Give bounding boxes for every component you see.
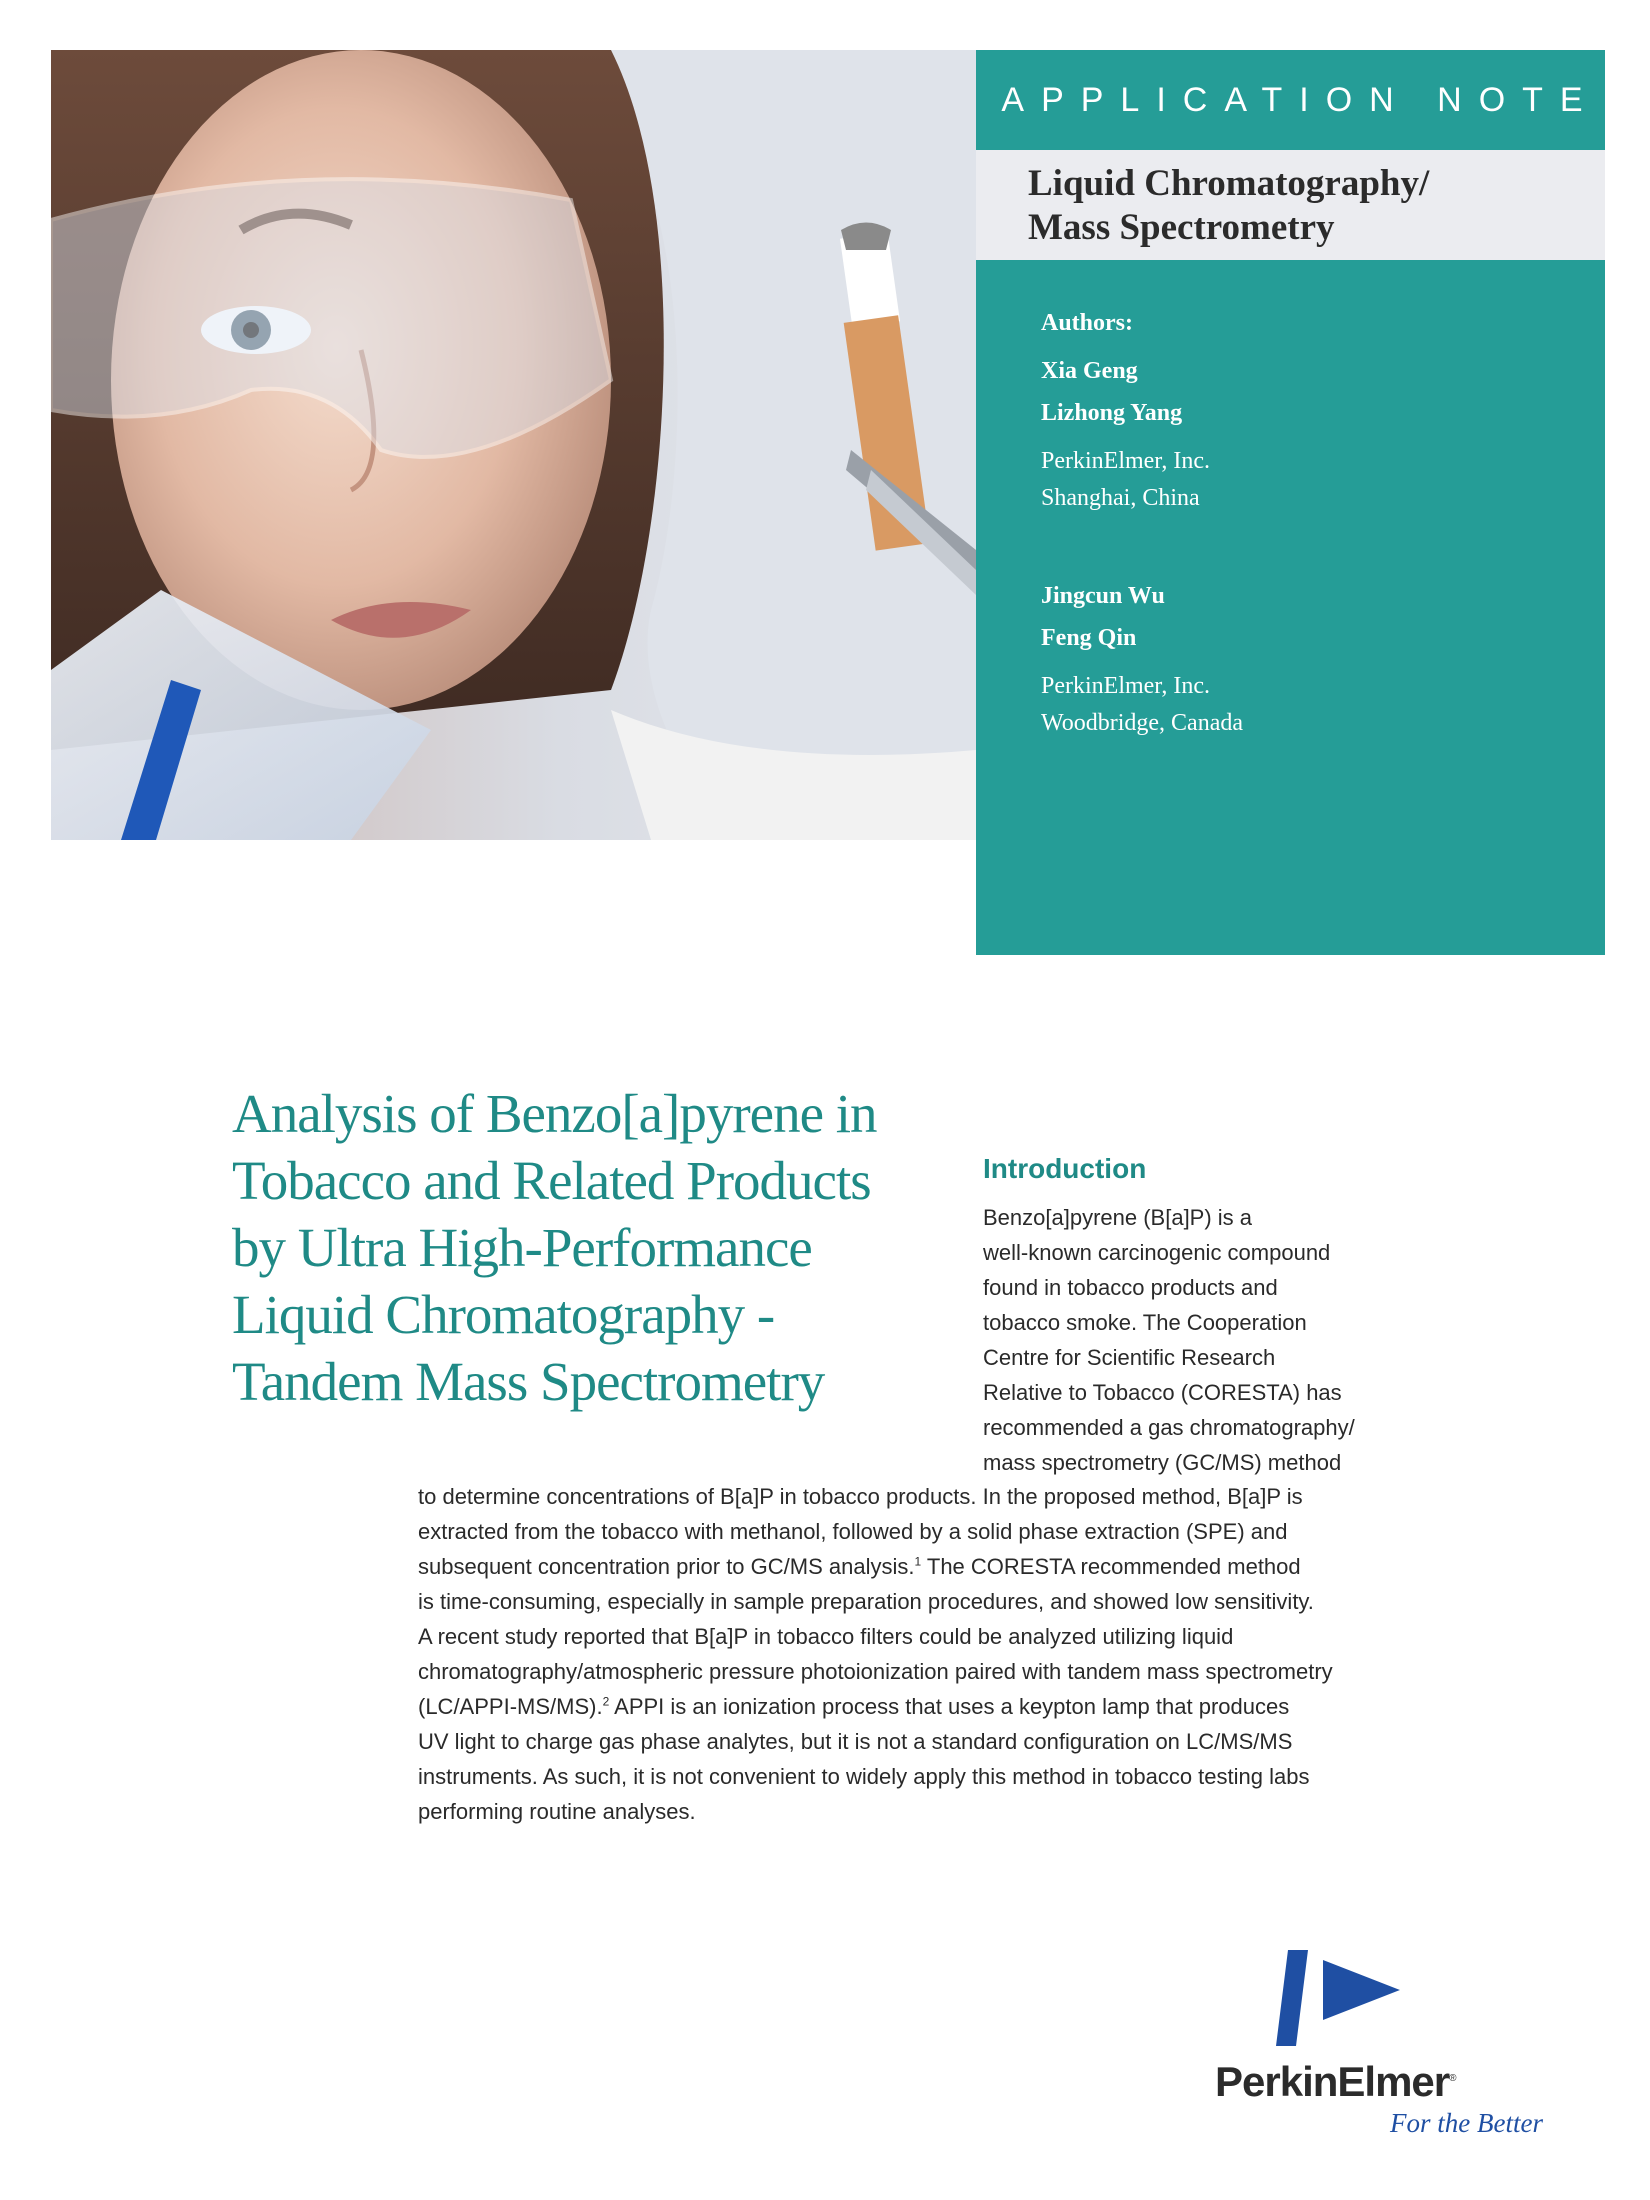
category-band	[976, 150, 1605, 260]
paragraph-line: mass spectrometry (GC/MS) method	[983, 1450, 1342, 1475]
affiliation-company: PerkinElmer, Inc.	[1041, 673, 1210, 699]
introduction-body	[418, 1479, 1398, 1829]
author-name: Xia Geng	[1041, 358, 1138, 384]
paragraph-line: to determine concentrations of B[a]P in tobacco products. In the proposed method, B[a]P is	[418, 1484, 1303, 1509]
paragraph-line: is time-consuming, especially in sample preparation procedures, and showed low sensitivity.	[418, 1589, 1314, 1614]
paragraph-line: UV light to charge gas phase analytes, but it is not a standard configuration on LC/MS/MS	[418, 1729, 1293, 1754]
paragraph-line: chromatography/atmospheric pressure photoionization paired with tandem mass spectrometry	[418, 1659, 1333, 1684]
paragraph-line: A recent study reported that B[a]P in tobacco filters could be analyzed utilizing liquid	[418, 1624, 1234, 1649]
title-line: Tandem Mass Spectrometry	[232, 1351, 825, 1412]
paragraph-line: Centre for Scientific Research	[983, 1345, 1276, 1370]
application-note-banner	[976, 50, 1605, 150]
title-line: Analysis of Benzo[a]pyrene in	[232, 1083, 877, 1144]
scientist-illustration	[51, 50, 976, 840]
category-line-1: Liquid Chromatography/	[1028, 163, 1430, 204]
introduction-column	[983, 1200, 1413, 1480]
category-title	[1028, 162, 1588, 250]
registered-mark: ®	[1449, 2073, 1456, 2084]
logo-tagline: For the Better	[1390, 2108, 1543, 2138]
paragraph-line: performing routine analyses.	[418, 1799, 696, 1824]
author-name: Jingcun Wu	[1041, 583, 1165, 609]
affiliation-location: Shanghai, China	[1041, 485, 1200, 511]
author-name: Feng Qin	[1041, 625, 1137, 651]
perkinelmer-logo-icon	[1268, 1948, 1408, 2048]
author-affiliation	[1041, 443, 1210, 517]
paragraph-line: tobacco smoke. The Cooperation	[983, 1310, 1307, 1335]
paragraph-line: Relative to Tobacco (CORESTA) has	[983, 1380, 1342, 1405]
title-line: Liquid Chromatography -	[232, 1284, 775, 1345]
affiliation-location: Woodbridge, Canada	[1041, 710, 1244, 736]
paragraph-line	[418, 1689, 1398, 1724]
category-line-2: Mass Spectrometry	[1028, 207, 1335, 248]
author-affiliation	[1041, 668, 1243, 742]
title-line: by Ultra High-Performance	[232, 1217, 812, 1278]
paragraph-line: found in tobacco products and	[983, 1275, 1278, 1300]
paragraph-line: well-known carcinogenic compound	[983, 1240, 1331, 1265]
document-title	[232, 1080, 952, 1415]
line-text: subsequent concentration prior to GC/MS analysis.	[418, 1554, 915, 1579]
affiliation-company: PerkinElmer, Inc.	[1041, 448, 1210, 474]
authors-label: Authors:	[1041, 310, 1134, 336]
line-text: APPI is an ionization process that uses a keypton lamp that produces	[609, 1694, 1290, 1719]
author-name: Lizhong Yang	[1041, 400, 1183, 426]
paragraph-line: extracted from the tobacco with methanol, followed by a solid phase extraction (SPE) and	[418, 1519, 1288, 1544]
paragraph-line: Benzo[a]pyrene (B[a]P) is a	[983, 1205, 1253, 1230]
paragraph-line: recommended a gas chromatography/	[983, 1415, 1355, 1440]
reference-marker: 2	[602, 1694, 610, 1709]
section-heading-introduction: Introduction	[983, 1153, 1147, 1184]
logo-wordmark	[1215, 2058, 1456, 2106]
title-line: Tobacco and Related Products	[232, 1150, 871, 1211]
banner-text: APPLICATION NOTE	[1001, 80, 1600, 119]
paragraph-line	[418, 1549, 1398, 1584]
paragraph-line: instruments. As such, it is not convenient to widely apply this method in tobacco testing labs	[418, 1764, 1310, 1789]
authors-panel	[976, 260, 1605, 955]
line-text: The CORESTA recommended method	[921, 1554, 1301, 1579]
reference-marker: 1	[914, 1554, 922, 1569]
logo-name: PerkinElmer	[1215, 2058, 1450, 2105]
cover-photo	[51, 50, 976, 840]
line-text: (LC/APPI-MS/MS).	[418, 1694, 603, 1719]
